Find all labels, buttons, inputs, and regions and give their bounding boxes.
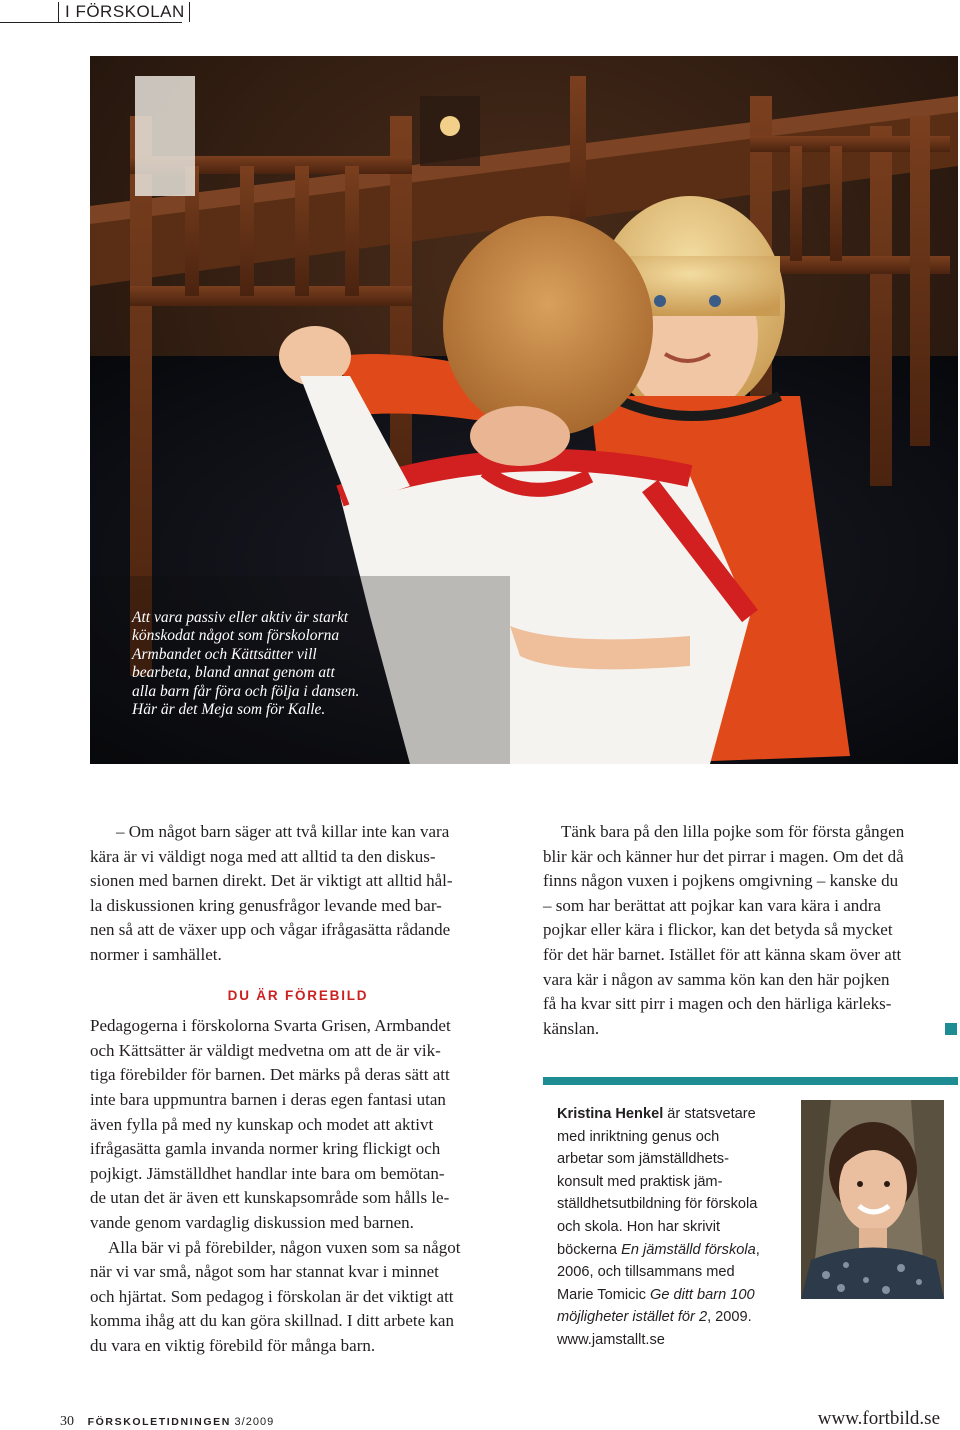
text-line: vande genom vardaglig diskussion med barnen. — [90, 1212, 414, 1232]
bio-text: 2006, och tillsammans med — [557, 1264, 735, 1281]
bio-text: böckerna — [557, 1241, 622, 1258]
left-column — [90, 820, 506, 1358]
text-line: inte bara uppmuntra barnen i deras egen fantasi utan — [90, 1089, 446, 1109]
caption-line: Armbandet och Kättsätter vill — [132, 645, 317, 663]
body-paragraph — [90, 1014, 506, 1235]
bio-text: Marie Tomicic — [557, 1286, 650, 1303]
bio-text: arbetar som jämställdhets- — [557, 1151, 729, 1168]
text-line: även fylla på med ny kunskap och modet att aktivt — [90, 1114, 434, 1134]
author-bio — [557, 1103, 807, 1352]
text-line: ifrågasätta gamla invanda normer kring flickigt och — [90, 1139, 441, 1159]
text-line: komma ihåg att du kan göra skillnad. I ditt arbete kan — [90, 1311, 454, 1331]
text-line: du vara en viktig förebild för många barn. — [90, 1335, 376, 1355]
magazine-name: FÖRSKOLETIDNINGEN — [87, 1416, 231, 1428]
text-line: de utan det är även ett kunskapsområde som hålls le- — [90, 1188, 450, 1208]
body-paragraph — [543, 820, 960, 1041]
text-line: Tänk bara på den lilla pojke som för första gången — [561, 822, 905, 841]
page-number: 30 — [60, 1414, 74, 1429]
text-line: Pedagogerna i förskolorna Svarta Grisen, Armbandet — [90, 1016, 451, 1036]
section-label: I FÖRSKOLAN — [58, 2, 190, 22]
issue-number: 3/2009 — [234, 1416, 275, 1428]
text-line: Alla bär vi på förebilder, någon vuxen som sa något — [108, 1237, 461, 1257]
body-paragraph — [90, 1236, 506, 1359]
text-line: blir kär och känner hur det pirrar i magen. Om det då — [543, 846, 904, 866]
text-line: pojkar eller kära i flickor, kan det betyda så mycket — [543, 920, 893, 940]
bio-text: , — [755, 1241, 760, 1258]
text-line: sionen med barnen direkt. Det är viktigt att alltid hål- — [90, 871, 453, 891]
article-end-mark — [945, 1023, 957, 1035]
text-line: – Om något barn säger att två killar inte kan vara — [116, 822, 450, 841]
text-line: och hjärtat. Som pedagog i förskolan är det viktigt att — [90, 1286, 454, 1306]
text-line: och Kättsätter är väldigt medvetna om att de är vik- — [90, 1040, 441, 1060]
bio-text: med inriktning genus och — [557, 1128, 720, 1145]
website-link[interactable]: www.fortbild.se — [817, 1408, 940, 1429]
bio-text: och skola. Hon har skrivit — [557, 1218, 721, 1235]
bio-text: , 2009. — [707, 1309, 752, 1326]
book-title: Ge ditt barn 100 — [650, 1286, 755, 1303]
intro-paragraph — [90, 820, 506, 968]
photo-caption — [132, 609, 462, 719]
caption-line: alla barn får föra och följa i dansen. — [132, 682, 360, 700]
author-website-link[interactable]: www.jamstallt.se — [557, 1331, 665, 1348]
caption-line: Här är det Meja som för Kalle. — [132, 701, 326, 719]
text-line: få ha kvar sitt pirr i magen och den härliga kärleks- — [543, 994, 892, 1014]
caption-line: könskodat något som förskolorna — [132, 627, 340, 645]
bio-text: ställdhetsutbildning för förskola — [557, 1196, 758, 1213]
author-name: Kristina Henkel — [557, 1106, 664, 1122]
text-line: när vi var små, något som har stannat kvar i minnet — [90, 1262, 439, 1282]
text-line: nen så att de växer upp och vågar ifrågasätta rådande — [90, 920, 451, 940]
text-line: pojkigt. Jämställdhet handlar inte bara om bemötan- — [90, 1163, 445, 1183]
text-line: tiga förebilder för barnen. Det märks på deras sätt att — [90, 1065, 450, 1085]
book-title: En jämställd förskola — [621, 1241, 756, 1258]
author-portrait — [801, 1100, 944, 1299]
text-line: finns någon vuxen i pojkens omgivning – kanske du — [543, 871, 899, 891]
page-footer — [60, 1413, 274, 1430]
text-line: – som har berättat att pojkar kan vara kära i andra — [543, 895, 881, 915]
text-line: kära är vi väldigt noga med att alltid ta den diskus- — [90, 846, 436, 866]
text-line: för det här barnet. Istället för att känna skam över att — [543, 944, 902, 964]
header-rule — [0, 22, 182, 23]
text-line: la diskussionen kring genusfrågor levande med bar- — [90, 895, 442, 915]
text-line: normer i samhället. — [90, 944, 222, 964]
bio-text: konsult med praktisk jäm- — [557, 1173, 723, 1190]
bio-rule — [543, 1077, 958, 1085]
caption-line: Att vara passiv eller aktiv är starkt — [132, 609, 349, 626]
book-title: möjligheter istället för 2 — [557, 1309, 708, 1326]
bio-text: är statsvetare — [663, 1106, 756, 1122]
section-subheading: DU ÄR FÖREBILD — [227, 987, 369, 1003]
caption-line: bearbeta, bland annat genom att — [132, 664, 335, 682]
text-line: känslan. — [543, 1018, 600, 1038]
text-line: vara kär i någon av samma kön kan den här pojken — [543, 969, 890, 989]
right-column — [543, 820, 960, 1041]
